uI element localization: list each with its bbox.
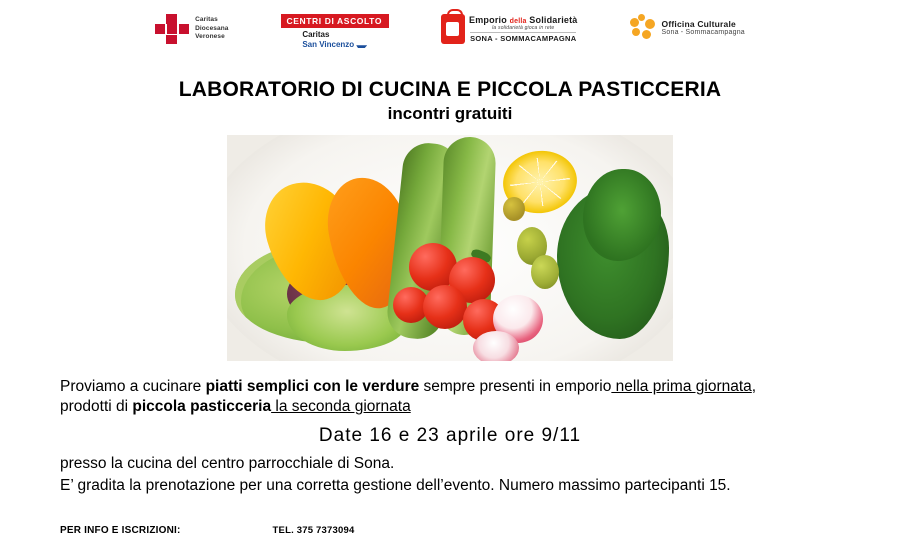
emporio-word-emporio: Emporio [469, 15, 507, 25]
paragraph-line-1 [60, 377, 840, 397]
p2-bold-pasticceria: piccola pasticceria [132, 398, 272, 416]
p1-bold-verdure: piatti semplici con le verdure [205, 378, 420, 395]
officina-dots-icon [630, 14, 656, 40]
p1-text-c: , [751, 378, 757, 395]
vegetables-photo [227, 135, 673, 361]
footer-info-label: PER INFO E ISCRIZIONI: [60, 525, 181, 536]
cda-line-2-wrap [302, 40, 367, 50]
paragraph-line-2 [60, 397, 840, 417]
page-title: LABORATORIO DI CUCINA E PICCOLA PASTICCERIA [178, 78, 722, 101]
officina-logo-text [662, 19, 745, 36]
booking-note: E’ gradita la prenotazione per una corretta gestione dell’evento. Numero massimo partecipanti 15. [60, 477, 731, 495]
logo-bar [0, 0, 900, 66]
emporio-word-solidarieta: Solidarietà [529, 15, 578, 25]
emporio-tagline: la solidarietà gioca in rete [492, 25, 555, 31]
centri-di-ascolto-subtitle [302, 30, 367, 50]
footer [60, 525, 840, 536]
cherry-tomato-3 [423, 285, 467, 329]
cda-line-1: Caritas [302, 30, 330, 39]
shopping-bag-icon [441, 14, 465, 44]
centri-di-ascolto-banner: CENTRI DI ASCOLTO [281, 14, 390, 28]
p2-underline-seconda-giornata: la seconda giornata [271, 398, 411, 416]
caritas-line-1: Caritas [195, 16, 218, 24]
olive-two [531, 255, 559, 289]
footer-phone: TEL. 375 7373094 [272, 525, 355, 536]
logo-officina-culturale [630, 14, 745, 40]
emporio-logo-text [469, 15, 577, 43]
logo-emporio-solidarieta [441, 14, 577, 44]
emporio-title-line [469, 15, 577, 25]
emporio-word-della: della [509, 18, 527, 25]
radish-two [473, 331, 519, 361]
p1-text-a: Proviamo a cucinare [60, 378, 206, 395]
body-text [0, 377, 900, 497]
p1-underline-prima-giornata: nella prima giornata [611, 378, 752, 395]
cda-line-2: San Vincenzo [302, 40, 355, 49]
page-title-block [0, 78, 900, 124]
logo-centri-di-ascolto [281, 14, 390, 50]
officina-line-2: Sona - Sommacampagna [661, 28, 745, 36]
caritas-line-2: Diocesana [195, 24, 229, 32]
caritas-line-3: Veronese [195, 33, 225, 41]
event-dates: Date 16 e 23 aprile ore 9/11 [318, 424, 582, 446]
caritas-logo-text [195, 16, 228, 42]
p1-text-b: sempre presenti in emporio [419, 378, 612, 395]
olive-back [503, 197, 525, 221]
logo-caritas-diocesana-veronese [155, 14, 228, 44]
event-location: presso la cucina del centro parrocchiale di Sona. [60, 454, 395, 472]
p2-text-a: prodotti di [60, 398, 133, 416]
caritas-cross-icon [155, 14, 189, 44]
officina-line-1: Officina Culturale [661, 18, 736, 29]
page-subtitle: incontri gratuiti [387, 104, 513, 123]
boat-icon [356, 41, 367, 48]
emporio-towns: SONA - SOMMACAMPAGNA [470, 34, 577, 43]
